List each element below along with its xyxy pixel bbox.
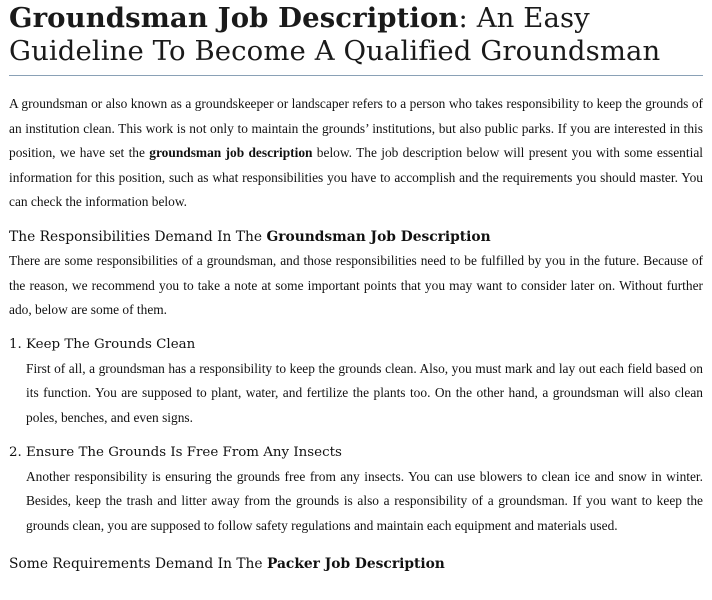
section-heading-requirements: [9, 552, 703, 576]
section-heading-bold: Packer Job Description: [266, 556, 445, 573]
list-item-number: 2.: [9, 444, 22, 460]
intro-text-1: A groundsman or also known as a groundskeeper or landscaper refers to a person who takes responsibility to keep the grounds of an institution clean. This work is not only to maintain the grounds’ institutions, but also public parks. If you are interested in this position, we have set the: [9, 96, 703, 161]
intro-paragraph: [9, 92, 703, 215]
title-divider: [9, 75, 703, 76]
section-heading-plain: The Responsibilities Demand In The: [9, 228, 267, 245]
list-item: [9, 333, 703, 431]
list-item-title: [9, 441, 703, 465]
list-item-body: Another responsibility is ensuring the grounds free from any insects. You can use blowers to clean ice and snow in winter. Besides, keep the trash and litter away from the grounds is also a responsibility of a groundsman. If you want to keep the grounds clean, you are supposed to follow safety regulations and maintain each equipment and materials used.: [26, 468, 703, 533]
list-item-title: [9, 333, 703, 357]
list-item-body: First of all, a groundsman has a responsibility to keep the grounds clean. Also, you must mark and lay out each field based on its function. You are supposed to plant, water, and fertilize the plants too. On the other hand, a groundsman will also clean poles, benches, and even signs.: [26, 360, 703, 425]
intro-text-2: below. The job description below will present you with some essential information for this position, such as what responsibilities you have to accomplish and the requirements you should master. You can check the information below.: [9, 145, 703, 210]
article: [9, 0, 703, 576]
list-item-number: 1.: [9, 336, 22, 352]
list-item: [9, 441, 703, 539]
section-heading-responsibilities: [9, 225, 703, 249]
list-item-heading: Ensure The Grounds Is Free From Any Insects: [26, 444, 342, 460]
responsibilities-paragraph: There are some responsibilities of a groundsman, and those responsibilities need to be fulfilled by you in the future. Because of the reason, we recommend you to take a note at some important points that you may want to consider later on. Without further ado, below are some of them.: [9, 252, 703, 318]
section-heading-plain: Some Requirements Demand In The: [9, 556, 267, 573]
intro-bold-keyword: groundsman job description: [149, 145, 313, 161]
section-heading-bold: Groundsman Job Description: [266, 228, 491, 245]
page-title: [9, 2, 703, 68]
title-rest: : An Easy Guideline To Become A Qualified Groundsman: [9, 2, 661, 67]
list-item-heading: Keep The Grounds Clean: [26, 336, 196, 352]
title-bold: Groundsman Job Description: [9, 2, 459, 34]
